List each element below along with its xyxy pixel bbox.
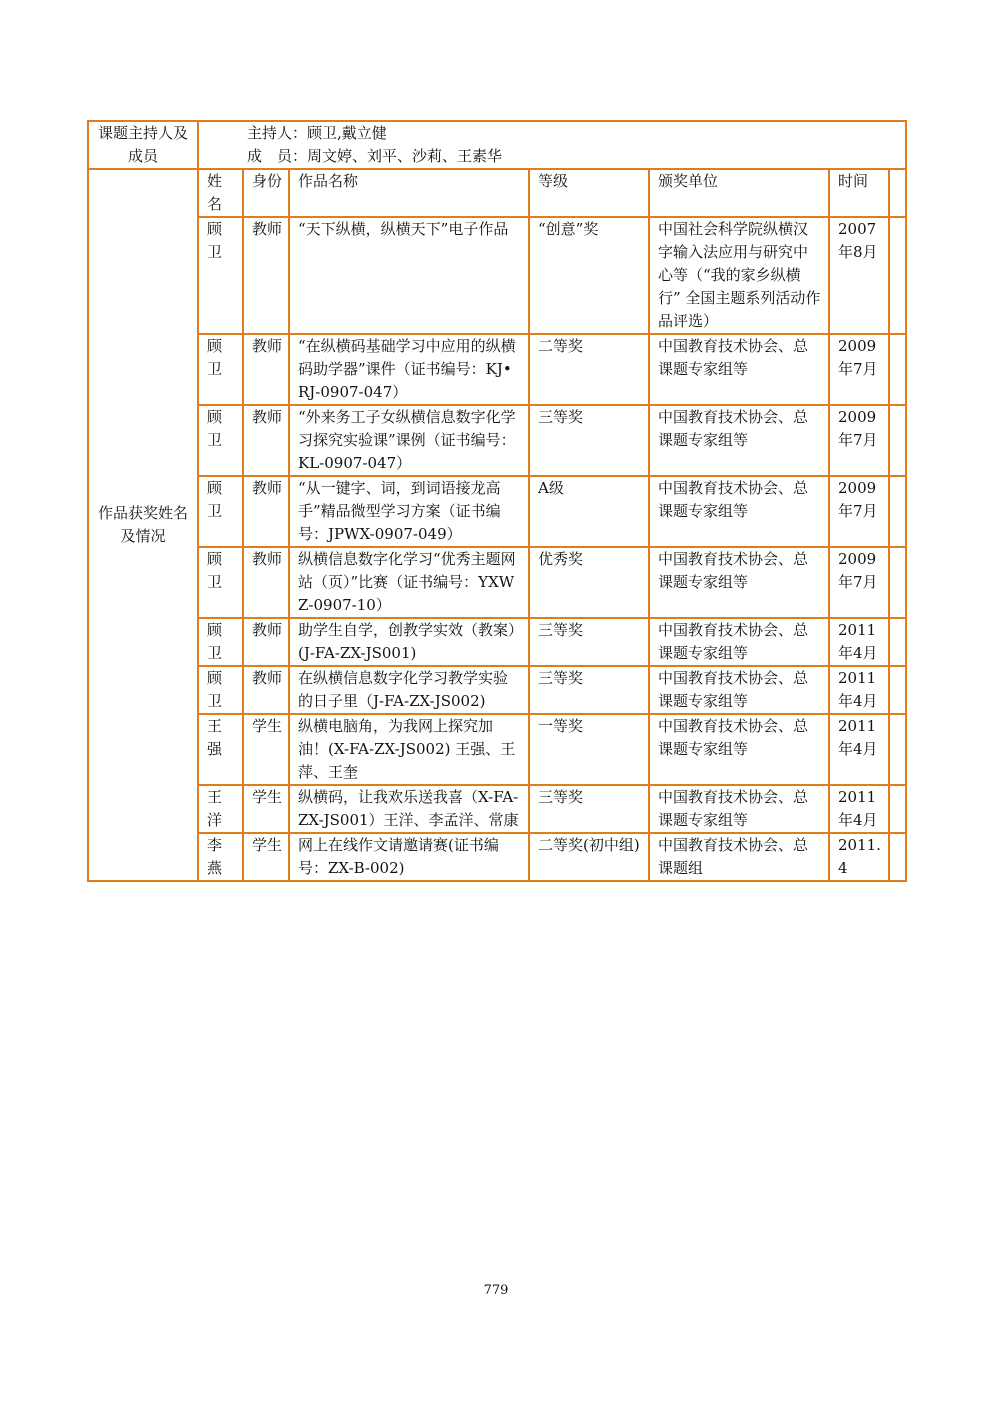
award-role-cell: 学生 <box>243 785 289 833</box>
award-issuer-cell: 中国社会科学院纵横汉字输入法应用与研究中心等（“我的家乡纵横行” 全国主题系列活动作品评选） <box>649 217 829 334</box>
award-level-cell: “创意”奖 <box>529 217 649 334</box>
award-time-cell: 2011年4月 <box>829 666 889 714</box>
award-level-cell: 二等奖(初中组) <box>529 833 649 880</box>
award-name-cell: 顾卫 <box>199 334 243 405</box>
award-role-cell: 教师 <box>243 334 289 405</box>
award-time-cell: 2007年8月 <box>829 217 889 334</box>
award-issuer-cell: 中国教育技术协会、总课题专家组等 <box>649 714 829 785</box>
row-spacer <box>889 785 907 833</box>
award-issuer-cell: 中国教育技术协会、总课题专家组等 <box>649 547 829 618</box>
award-time-cell: 2011年4月 <box>829 714 889 785</box>
awards-table <box>199 170 907 880</box>
header-role: 身份 <box>243 170 289 217</box>
award-role-cell: 教师 <box>243 217 289 334</box>
award-title-cell: “在纵横码基础学习中应用的纵横码助学器”课件（证书编号：KJ•RJ-0907-047） <box>289 334 529 405</box>
award-title-cell: 网上在线作文请邀请赛(证书编号：ZX-B-002) <box>289 833 529 880</box>
award-issuer-cell: 中国教育技术协会、总课题专家组等 <box>649 334 829 405</box>
award-row <box>199 666 907 714</box>
member-line: 成 员：周文婷、刘平、沙莉、王素华 <box>247 147 503 165</box>
award-title-cell: 纵横码，让我欢乐送我喜（X-FA-ZX-JS001）王洋、李孟洋、常康 <box>289 785 529 833</box>
header-level: 等级 <box>529 170 649 217</box>
award-issuer-cell: 中国教育技术协会、总课题组 <box>649 833 829 880</box>
award-time-cell: 2009年7月 <box>829 334 889 405</box>
award-row <box>199 547 907 618</box>
award-time-cell: 2011.4 <box>829 833 889 880</box>
award-name-cell: 顾卫 <box>199 405 243 476</box>
award-title-cell: “天下纵横，纵横天下”电子作品 <box>289 217 529 334</box>
header-spacer <box>889 170 907 217</box>
award-row <box>199 476 907 547</box>
row-spacer <box>889 833 907 880</box>
award-row <box>199 334 907 405</box>
award-issuer-cell: 中国教育技术协会、总课题专家组等 <box>649 618 829 666</box>
award-title-cell: 纵横电脑角，为我网上探究加油！(X-FA-ZX-JS002) 王强、王萍、王奎 <box>289 714 529 785</box>
award-level-cell: 优秀奖 <box>529 547 649 618</box>
header-time: 时间 <box>829 170 889 217</box>
award-time-cell: 2009年7月 <box>829 476 889 547</box>
award-title-cell: “从一键字、词，到词语接龙高手”精品微型学习方案（证书编号：JPWX-0907-049） <box>289 476 529 547</box>
row-spacer <box>889 714 907 785</box>
award-level-cell: 三等奖 <box>529 666 649 714</box>
award-time-cell: 2011年4月 <box>829 785 889 833</box>
award-row <box>199 405 907 476</box>
award-role-cell: 学生 <box>243 714 289 785</box>
award-row <box>199 217 907 334</box>
award-role-cell: 教师 <box>243 547 289 618</box>
award-name-cell: 顾卫 <box>199 547 243 618</box>
page-number: 779 <box>483 1283 509 1298</box>
members-label: 课题主持人及成员 <box>88 121 198 169</box>
award-time-cell: 2011年4月 <box>829 618 889 666</box>
awards-header-row <box>199 170 907 217</box>
award-issuer-cell: 中国教育技术协会、总课题专家组等 <box>649 785 829 833</box>
members-cell <box>198 121 906 169</box>
award-name-cell: 顾卫 <box>199 666 243 714</box>
award-row <box>199 785 907 833</box>
award-row <box>199 833 907 880</box>
award-level-cell: 三等奖 <box>529 405 649 476</box>
award-title-cell: 纵横信息数字化学习“优秀主题网站（页）”比赛（证书编号：YXWZ-0907-10） <box>289 547 529 618</box>
host-line: 主持人：顾卫,戴立健 <box>247 124 387 142</box>
header-issuer: 颁奖单位 <box>649 170 829 217</box>
members-row <box>88 121 906 169</box>
row-spacer <box>889 476 907 547</box>
award-level-cell: 一等奖 <box>529 714 649 785</box>
award-level-cell: A级 <box>529 476 649 547</box>
row-spacer <box>889 618 907 666</box>
award-name-cell: 王强 <box>199 714 243 785</box>
award-role-cell: 教师 <box>243 476 289 547</box>
row-spacer <box>889 666 907 714</box>
award-name-cell: 李燕 <box>199 833 243 880</box>
award-role-cell: 教师 <box>243 618 289 666</box>
award-level-cell: 三等奖 <box>529 785 649 833</box>
awards-row <box>88 169 906 881</box>
award-title-cell: “外来务工子女纵横信息数字化学习探究实验课”课例（证书编号：KL-0907-047） <box>289 405 529 476</box>
award-name-cell: 顾卫 <box>199 476 243 547</box>
row-spacer <box>889 405 907 476</box>
award-name-cell: 顾卫 <box>199 217 243 334</box>
header-title: 作品名称 <box>289 170 529 217</box>
award-role-cell: 教师 <box>243 405 289 476</box>
row-spacer <box>889 547 907 618</box>
award-role-cell: 教师 <box>243 666 289 714</box>
award-name-cell: 王洋 <box>199 785 243 833</box>
award-title-cell: 助学生自学，创教学实效（教案）(J-FA-ZX-JS001) <box>289 618 529 666</box>
award-issuer-cell: 中国教育技术协会、总课题专家组等 <box>649 405 829 476</box>
award-issuer-cell: 中国教育技术协会、总课题专家组等 <box>649 476 829 547</box>
award-issuer-cell: 中国教育技术协会、总课题专家组等 <box>649 666 829 714</box>
award-title-cell: 在纵横信息数字化学习教学实验的日子里（J-FA-ZX-JS002) <box>289 666 529 714</box>
award-time-cell: 2009年7月 <box>829 547 889 618</box>
awards-cell <box>198 169 906 881</box>
document-table <box>87 120 907 882</box>
award-level-cell: 三等奖 <box>529 618 649 666</box>
award-time-cell: 2009年7月 <box>829 405 889 476</box>
header-name: 姓名 <box>199 170 243 217</box>
award-row <box>199 714 907 785</box>
row-spacer <box>889 334 907 405</box>
awards-label: 作品获奖姓名及情况 <box>88 169 198 881</box>
award-name-cell: 顾卫 <box>199 618 243 666</box>
award-row <box>199 618 907 666</box>
award-role-cell: 学生 <box>243 833 289 880</box>
award-level-cell: 二等奖 <box>529 334 649 405</box>
row-spacer <box>889 217 907 334</box>
